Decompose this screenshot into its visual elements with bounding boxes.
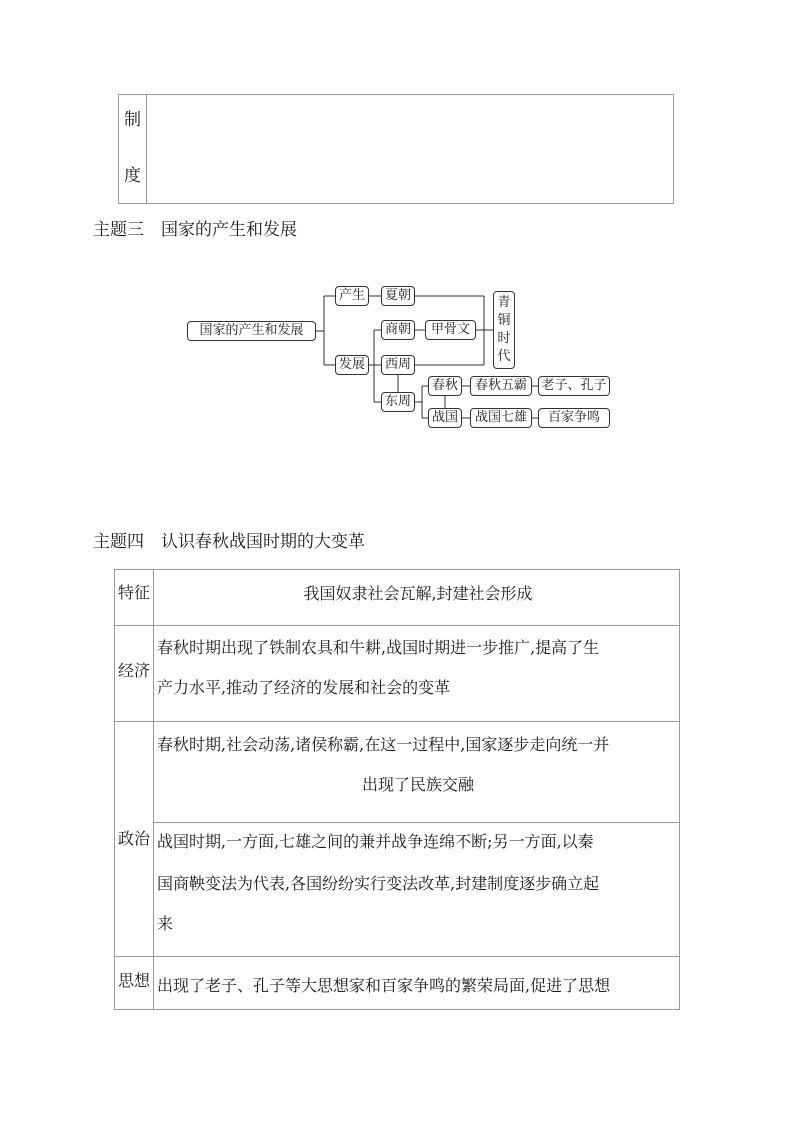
diagram-hundred-schools-box: 百家争鸣 [538,408,610,428]
diagram-bronze-age-box [493,291,515,369]
table-row-divider [115,625,679,626]
topic3-heading: 主题三 国家的产生和发展 [93,220,297,240]
bronze-age-char-3: 时 [497,331,511,346]
diagram-root-box: 国家的产生和发展 [187,321,316,341]
table-row-divider [115,956,679,957]
economy-line-2: 产力水平,推动了经济的发展和社会的变革 [157,678,451,697]
table-row-divider [115,721,679,722]
politics-b-line-3: 来 [157,914,174,933]
bronze-age-char-4: 代 [497,349,511,364]
feature-label: 特征 [117,583,150,602]
diagram-western-zhou-box: 西周 [381,355,415,375]
politics-b-line-2: 国商鞅变法为代表,各国纷纷实行变法改革,封建制度逐步确立起 [157,874,600,893]
diagram-seven-powers-box: 战国七雄 [470,408,532,428]
politics-label: 政治 [117,829,150,848]
diagram-oracle-box: 甲骨文 [425,320,476,340]
bronze-age-char-2: 铜 [497,313,511,328]
topic4-heading: 主题四 认识春秋战国时期的大变革 [93,532,365,552]
diagram-shang-box: 商朝 [381,320,415,340]
politics-a-line-2: 出现了民族交融 [361,775,474,794]
thought-label: 思想 [117,971,150,990]
diagram-five-hegemons-box: 春秋五霸 [470,376,532,396]
diagram-spring-autumn-box: 春秋 [428,376,462,396]
system-label-char-1: 制 [124,110,141,130]
bronze-age-char-1: 青 [497,295,511,310]
system-label-char-2: 度 [124,166,141,186]
economy-line-1: 春秋时期出现了铁制农具和牛耕,战国时期进一步推广,提高了生 [157,638,600,657]
diagram-development-box: 发展 [335,355,369,375]
reform-table [114,569,680,1010]
state-diagram-connectors [0,0,794,460]
feature-text: 我国奴隶社会瓦解,封建社会形成 [303,584,533,603]
diagram-xia-box: 夏朝 [381,286,415,306]
table-column-divider [153,570,154,1009]
politics-b-line-1: 战国时期,一方面,七雄之间的兼并战争连绵不断;另一方面,以秦 [157,832,594,851]
diagram-laozi-kongzi-box: 老子、孔子 [538,376,610,396]
thought-line-1: 出现了老子、孔子等大思想家和百家争鸣的繁荣局面,促进了思想 [157,976,611,995]
diagram-warring-states-box: 战国 [428,408,462,428]
economy-label: 经济 [117,661,150,680]
diagram-eastern-zhou-box: 东周 [381,392,415,412]
politics-a-line-1: 春秋时期,社会动荡,诸侯称霸,在这一过程中,国家逐步走向统一并 [157,735,610,754]
diagram-origin-box: 产生 [335,286,369,306]
